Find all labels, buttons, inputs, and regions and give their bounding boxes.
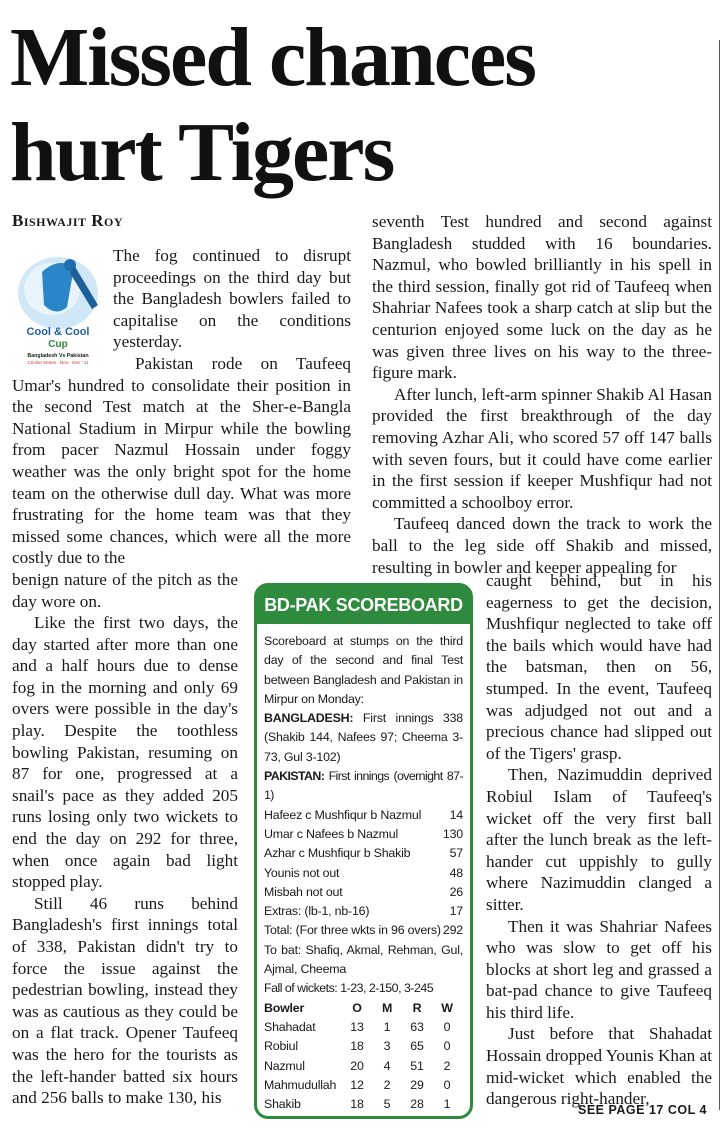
paragraph: Then, Nazimuddin deprived Robiul Islam of Taufeeq's wicket off the very first ball after the lunch break as the left-hander cut uppishly to gully where Nazimuddin clanged a sitter.	[486, 765, 712, 914]
runs: 130	[442, 826, 463, 841]
bowling-row	[264, 1095, 463, 1114]
wickets: 0	[443, 1039, 451, 1054]
continuation-note: SEE PAGE 17 COL 4	[578, 1103, 707, 1117]
bowler: Shakib	[264, 1097, 301, 1112]
bangladesh-label: BANGLADESH:	[264, 711, 354, 726]
batting-row	[264, 883, 463, 902]
runs: 65	[410, 1039, 424, 1054]
pakistan-innings	[264, 767, 463, 806]
batsman: Azhar c Mushfiqur b Shakib	[264, 846, 411, 861]
overs: 20	[350, 1058, 364, 1073]
bowling-row	[264, 1057, 463, 1076]
batsman: Younis not out	[264, 865, 340, 880]
runs: 51	[410, 1058, 424, 1073]
wickets: 0	[443, 1019, 451, 1034]
header-wickets: W	[441, 1000, 453, 1015]
logo-line2: Cup	[48, 339, 68, 350]
paragraph: seventh Test hundred and second against Bangladesh studded with 16 boundaries. Nazmul, who bowled brilliantly in his spell in the third session, finally got rid of Taufeeq when Shahriar Nafees took a sharp catch at slip but the centurion enjoyed some luck on the day as he was given three lives on his way to the three-figure mark.	[372, 212, 712, 383]
logo-sub1: Bangladesh Vs Pakistan	[27, 353, 89, 359]
maidens: 1	[383, 1019, 391, 1034]
wickets: 2	[443, 1058, 451, 1073]
runs: 63	[410, 1019, 424, 1034]
maidens: 4	[383, 1058, 391, 1073]
header-runs: R	[412, 1000, 422, 1015]
bowling-table	[264, 999, 463, 1115]
paragraph: Still 46 runs behind Bangladesh's first innings total of 338, Pakistan didn't try to force the issue against the pedestrian bowling, instead they was as cautious as they could be on a flat track. Opener Taufeeq was the hero for the tourists as the left-hander batted six hours and 256 balls to make 130, his	[12, 893, 238, 1108]
runs: 17	[449, 904, 463, 919]
paragraph: The fog continued to disrupt proceedings on the third day but the Bangladesh bowlers failed to capitalise on the conditions yesterday.	[113, 246, 351, 352]
extras: Extras: (lb-1, nb-16)	[264, 904, 370, 919]
batsman: Misbah not out	[264, 884, 343, 899]
byline: Bishwajit Roy	[12, 211, 124, 230]
headline-text: Missed chances hurt Tigers	[10, 11, 535, 199]
total: Total: (For three wkts in 96 overs)	[264, 923, 441, 938]
runs: 48	[449, 865, 463, 880]
overs: 18	[350, 1097, 364, 1112]
bowling-row	[264, 1076, 463, 1095]
bowling-row	[264, 1018, 463, 1037]
runs: 57	[449, 846, 463, 861]
headline	[10, 10, 610, 200]
runs: 14	[449, 807, 463, 822]
batsman: Hafeez c Mushfiqur b Nazmul	[264, 807, 422, 822]
runs: 28	[410, 1097, 424, 1112]
paragraph: Pakistan rode on Taufeeq Umar's hundred to consolidate their position in the second Test match at the Sher-e-Bangla National Stadium in Mirpur while the bowling from pacer Nazmul Hossain under foggy weather was the only bright spot for the home team on the otherwise dull day. What was more frustrating for the home team was that they missed some chances, which were all the more costly due to the	[12, 353, 351, 568]
bowling-row	[264, 1037, 463, 1056]
paragraph: Then it was Shahriar Nafees who was slow to get off his blocks at short leg and grassed a bat-pad chance to give Taufeeq his third life.	[486, 916, 712, 1022]
wickets: 1	[443, 1097, 451, 1112]
fall-of-wickets: Fall of wickets: 1-23, 2-150, 3-245	[264, 981, 434, 996]
maidens: 5	[383, 1097, 391, 1112]
runs: 29	[410, 1077, 424, 1092]
article-column-3	[486, 570, 712, 1110]
column-rule	[719, 40, 720, 1110]
overs: 13	[350, 1019, 364, 1034]
pakistan-summary: First innings (overnight 87-1)	[264, 769, 463, 803]
header-overs: O	[352, 1000, 362, 1015]
bowler: Robiul	[264, 1039, 298, 1054]
batting-row	[264, 864, 463, 883]
logo-line1: Cool & Cool	[26, 326, 90, 338]
scoreboard-title: BD-PAK SCOREBOARD	[257, 586, 470, 624]
paragraph: Like the first two days, the day started after more than one and a half hours due to dense fog in the morning and only 69 overs were possible in the day's play. Despite the toothless bowling Pakistan, resuming on 87 for one, progressed at a snail's pace as they added 205 runs losing only two wickets to end the day on 292 for three, when once again bad light stopped play.	[12, 613, 238, 892]
batting-list	[264, 806, 463, 941]
cool-and-cool-cup-logo	[12, 247, 105, 369]
runs: 292	[442, 923, 463, 938]
to-bat: To bat: Shafiq, Akmal, Rehman, Gul, Ajmal, Cheema	[264, 942, 463, 977]
maidens: 2	[383, 1077, 391, 1092]
article-column-2	[372, 211, 712, 578]
maidens: 3	[383, 1039, 391, 1054]
logo-sub2: Cricket Series . Nov - Dec ' 11	[27, 360, 89, 365]
pakistan-label: PAKISTAN:	[264, 769, 325, 784]
paragraph: benign nature of the pitch as the day wore on.	[12, 569, 238, 611]
header-bowler: Bowler	[264, 1000, 305, 1015]
bowling-header	[264, 999, 463, 1018]
wickets: 0	[443, 1077, 451, 1092]
runs: 26	[449, 884, 463, 899]
header-maidens: M	[381, 1000, 393, 1015]
paragraph: After lunch, left-arm spinner Shakib Al Hasan provided the first breakthrough of the day removing Azhar Ali, who scored 57 off 147 balls with seven fours, but it could have come earlier in the first session if keeper Mushfiqur had not committed a schoolboy error.	[372, 384, 712, 512]
bowler: Nazmul	[264, 1058, 305, 1073]
scoreboard-body	[257, 624, 470, 1114]
scoreboard-intro: Scoreboard at stumps on the third day of the second and final Test between Bangladesh and Pakistan in Mirpur on Monday:	[264, 634, 463, 706]
batting-row	[264, 806, 463, 825]
batting-row	[264, 902, 463, 921]
batting-row	[264, 825, 463, 844]
paragraph: caught behind, but in his eagerness to get the decision, Mushfiqur neglected to take off the bails which would have had the batsman, then on 56, stumped. In the event, Taufeeq was adjudged not out and a precious chance had slipped out of the Tigers' grasp.	[486, 571, 712, 763]
paragraph: Taufeeq danced down the track to work the ball to the leg side off Shakib and missed, resulting in bowler and keeper appealing for	[372, 514, 712, 577]
bangladesh-summary: First innings 338 (Shakib 144, Nafees 97; Cheema 3-73, Gul 3-102)	[264, 711, 463, 764]
batting-row	[264, 921, 463, 940]
bangladesh-innings	[264, 709, 463, 767]
overs: 12	[350, 1077, 364, 1092]
bowler: Mahmudullah	[264, 1077, 337, 1092]
scoreboard-box	[254, 583, 473, 1119]
batting-row	[264, 844, 463, 863]
bowler: Shahadat	[264, 1019, 316, 1034]
overs: 18	[350, 1039, 364, 1054]
paragraph: Just before that Shahadat Hossain dropped Younis Khan at mid-wicket which enabled the dangerous right-hander,	[486, 1024, 712, 1109]
batsman: Umar c Nafees b Nazmul	[264, 826, 399, 841]
